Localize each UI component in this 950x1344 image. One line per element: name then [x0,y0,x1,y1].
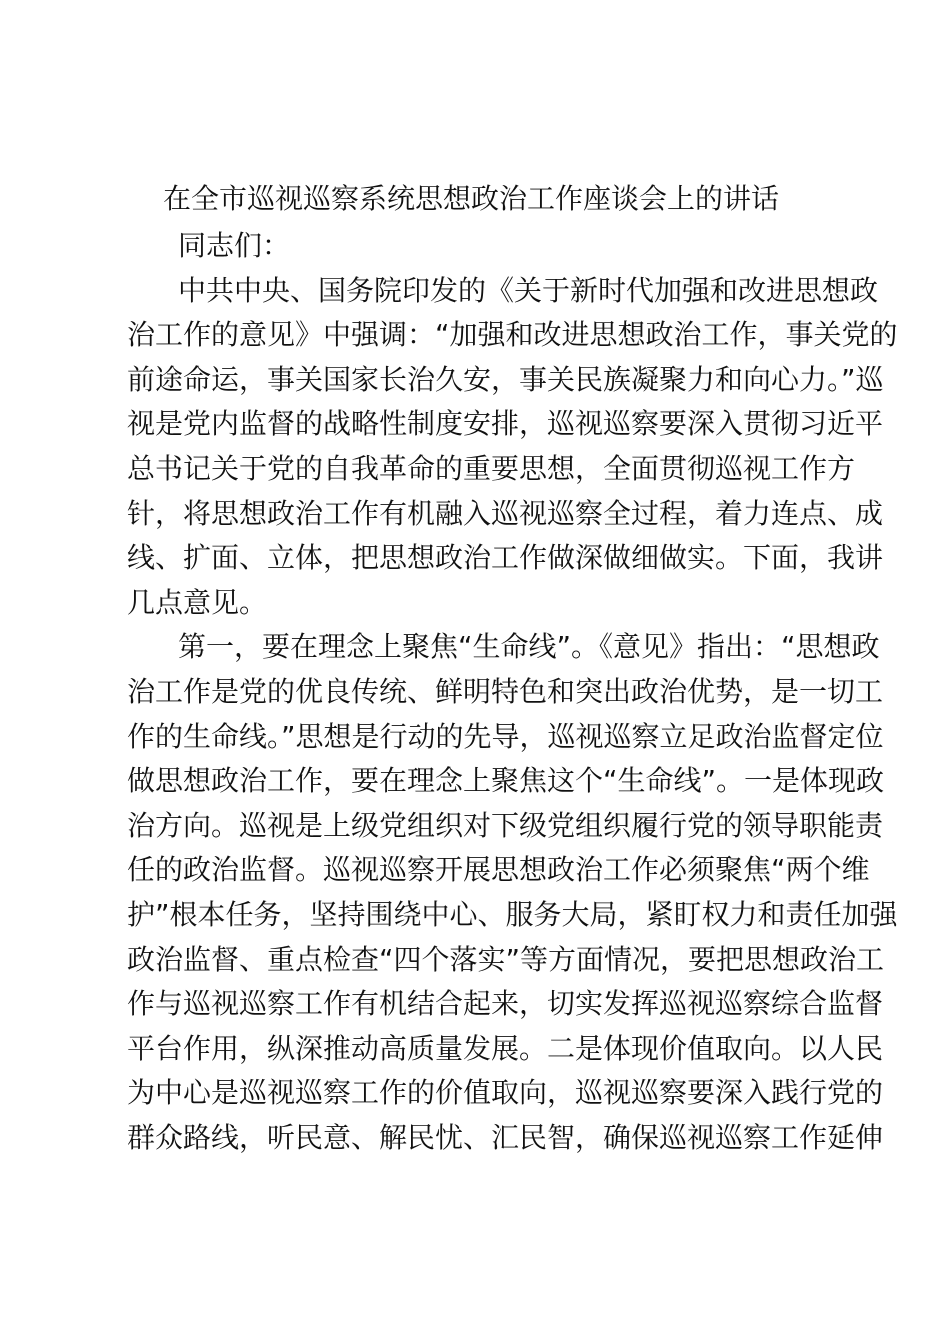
text-line: 平台作用，纵深推动高质量发展。二是体现价值取向。以人民 [127,1031,884,1065]
text-line: 治工作是党的优良传统、鲜明特色和突出政治优势，是一切工 [127,674,884,708]
text-line: 作的生命线。”思想是行动的先导，巡视巡察立足政治监督定位 [127,719,884,753]
document-body [127,224,898,1160]
text-line: 中共中央、国务院印发的《关于新时代加强和改进思想政 [178,273,879,307]
document-title: 在全市巡视巡察系统思想政治工作座谈会上的讲话 [163,182,780,215]
text-line: 治工作的意见》中强调：“加强和改进思想政治工作，事关党的 [127,318,898,352]
paragraph-intro [127,269,898,626]
text-line: 治方向。巡视是上级党组织对下级党组织履行党的领导职能责 [127,808,884,842]
text-line: 前途命运，事关国家长治久安，事关民族凝聚力和向心力。”巡 [127,362,884,396]
paragraph-first-point [127,625,898,1160]
text-line: 政治监督、重点检查“四个落实”等方面情况，要把思想政治工 [127,942,885,976]
text-line: 线、扩面、立体，把思想政治工作做深做细做实。下面，我讲 [127,541,884,575]
text-line: 任的政治监督。巡视巡察开展思想政治工作必须聚焦“两个维 [127,853,870,887]
text-line: 几点意见。 [127,585,268,619]
text-line: 为中心是巡视巡察工作的价值取向，巡视巡察要深入践行党的 [127,1076,884,1110]
text-line: 第一，要在理念上聚焦“生命线”。《意见》指出：“思想政 [178,630,880,664]
salutation [127,224,833,269]
text-line: 针，将思想政治工作有机融入巡视巡察全过程，着力连点、成 [127,496,884,530]
text-line: 作与巡视巡察工作有机结合起来，切实发挥巡视巡察综合监督 [127,987,884,1021]
text-line: 护”根本任务，坚持围绕中心、服务大局，紧盯权力和责任加强 [127,897,898,931]
salutation-line: 同志们： [178,229,291,262]
text-line: 视是党内监督的战略性制度安排，巡视巡察要深入贯彻习近平 [127,407,884,441]
text-line: 做思想政治工作，要在理念上聚焦这个“生命线”。一是体现政 [127,764,885,798]
text-line: 群众路线，听民意、解民忧、汇民智，确保巡视巡察工作延伸 [127,1120,884,1154]
text-line: 总书记关于党的自我革命的重要思想，全面贯彻巡视工作方 [127,451,856,485]
